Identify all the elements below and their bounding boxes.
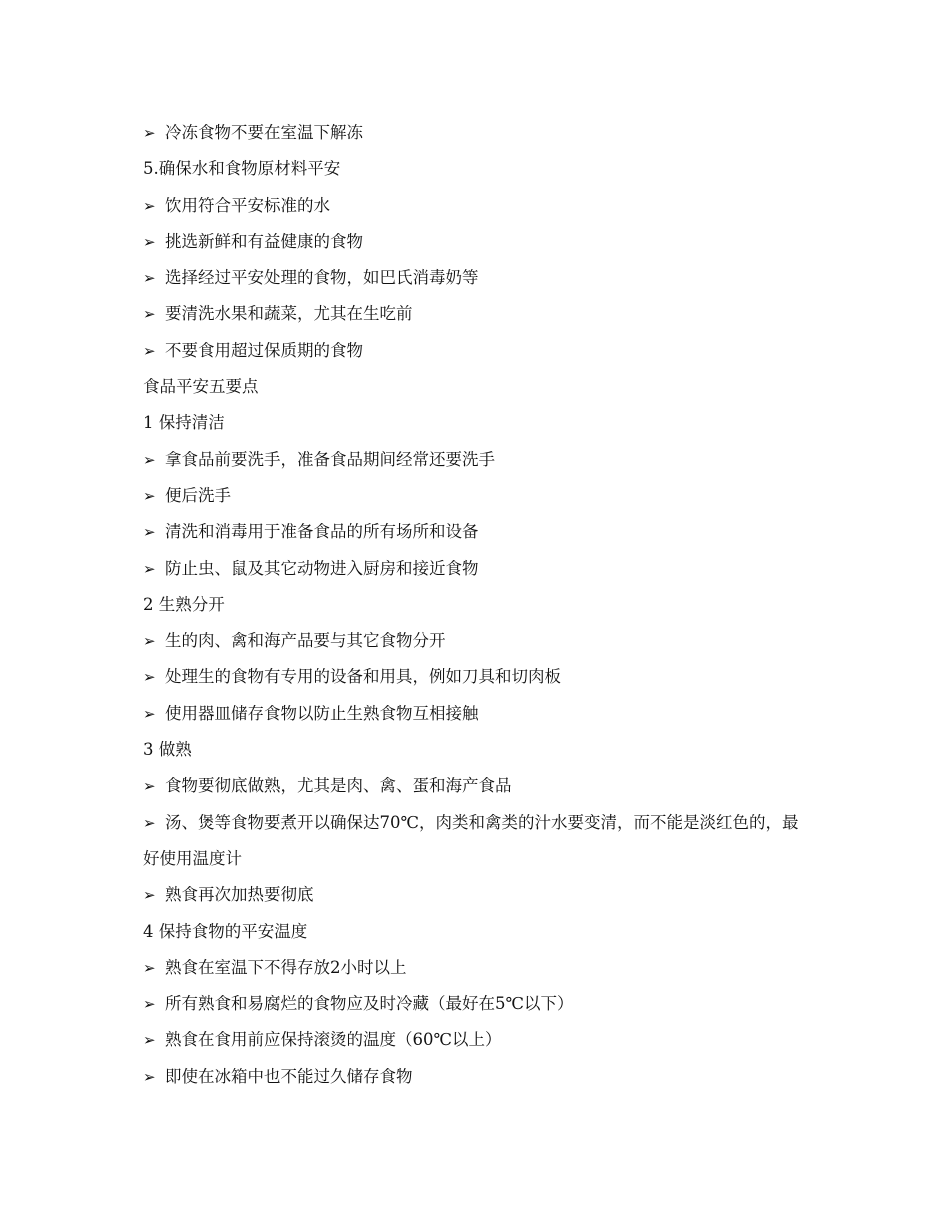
document-body <box>143 115 813 1095</box>
bullet-item: ➢ 生的肉、禽和海产品要与其它食物分开 <box>143 623 813 659</box>
bullet-item-wrapped: ➢ 汤、煲等食物要煮开以确保达70℃，肉类和禽类的汁水要变清，而不能是淡红色的，最好使用温度计 <box>143 805 813 878</box>
bullet-item: ➢ 挑选新鲜和有益健康的食物 <box>143 224 813 260</box>
arrow-bullet-icon: ➢ <box>143 813 156 832</box>
bullet-item: ➢ 熟食在室温下不得存放2小时以上 <box>143 950 813 986</box>
arrow-bullet-icon: ➢ <box>143 668 156 687</box>
bullet-item: ➢ 冷冻食物不要在室温下解冻 <box>143 115 813 151</box>
bullet-item: ➢ 便后洗手 <box>143 478 813 514</box>
section-heading: 3 做熟 <box>143 740 192 760</box>
bullet-item: ➢ 熟食在食用前应保持滚烫的温度（60℃以上） <box>143 1022 813 1058</box>
bullet-item: ➢ 清洗和消毒用于准备食品的所有场所和设备 <box>143 514 813 550</box>
bullet-item: ➢ 饮用符合平安标准的水 <box>143 188 813 224</box>
bullet-item: ➢ 处理生的食物有专用的设备和用具，例如刀具和切肉板 <box>143 659 813 695</box>
arrow-bullet-icon: ➢ <box>143 777 156 796</box>
arrow-bullet-icon: ➢ <box>143 995 156 1014</box>
arrow-bullet-icon: ➢ <box>143 1031 156 1050</box>
arrow-bullet-icon: ➢ <box>143 305 156 324</box>
arrow-bullet-icon: ➢ <box>143 269 156 288</box>
arrow-bullet-icon: ➢ <box>143 704 156 723</box>
arrow-bullet-icon: ➢ <box>143 523 156 542</box>
bullet-item: ➢ 所有熟食和易腐烂的食物应及时冷藏（最好在5℃以下） <box>143 986 813 1022</box>
arrow-bullet-icon: ➢ <box>143 196 156 215</box>
arrow-bullet-icon: ➢ <box>143 232 156 251</box>
arrow-bullet-icon: ➢ <box>143 886 156 905</box>
bullet-item: ➢ 防止虫、鼠及其它动物进入厨房和接近食物 <box>143 551 813 587</box>
arrow-bullet-icon: ➢ <box>143 559 156 578</box>
bullet-item: ➢ 不要食用超过保质期的食物 <box>143 333 813 369</box>
section-heading: 5.确保水和食物原材料平安 <box>143 159 341 179</box>
bullet-item: ➢ 拿食品前要洗手，准备食品期间经常还要洗手 <box>143 442 813 478</box>
bullet-item: ➢ 即使在冰箱中也不能过久储存食物 <box>143 1059 813 1095</box>
section-heading: 4 保持食物的平安温度 <box>143 921 308 941</box>
bullet-item: ➢ 熟食再次加热要彻底 <box>143 877 813 913</box>
section-title: 食品平安五要点 <box>143 377 259 397</box>
section-heading: 2 生熟分开 <box>143 594 225 614</box>
arrow-bullet-icon: ➢ <box>143 632 156 651</box>
arrow-bullet-icon: ➢ <box>143 958 156 977</box>
arrow-bullet-icon: ➢ <box>143 1067 156 1086</box>
arrow-bullet-icon: ➢ <box>143 341 156 360</box>
arrow-bullet-icon: ➢ <box>143 124 156 142</box>
section-heading: 1 保持清洁 <box>143 413 225 433</box>
bullet-item: ➢ 食物要彻底做熟，尤其是肉、禽、蛋和海产食品 <box>143 768 813 804</box>
bullet-item: ➢ 要清洗水果和蔬菜，尤其在生吃前 <box>143 296 813 332</box>
bullet-item: ➢ 选择经过平安处理的食物，如巴氏消毒奶等 <box>143 260 813 296</box>
arrow-bullet-icon: ➢ <box>143 450 156 469</box>
arrow-bullet-icon: ➢ <box>143 486 156 505</box>
bullet-item: ➢ 使用器皿储存食物以防止生熟食物互相接触 <box>143 696 813 732</box>
